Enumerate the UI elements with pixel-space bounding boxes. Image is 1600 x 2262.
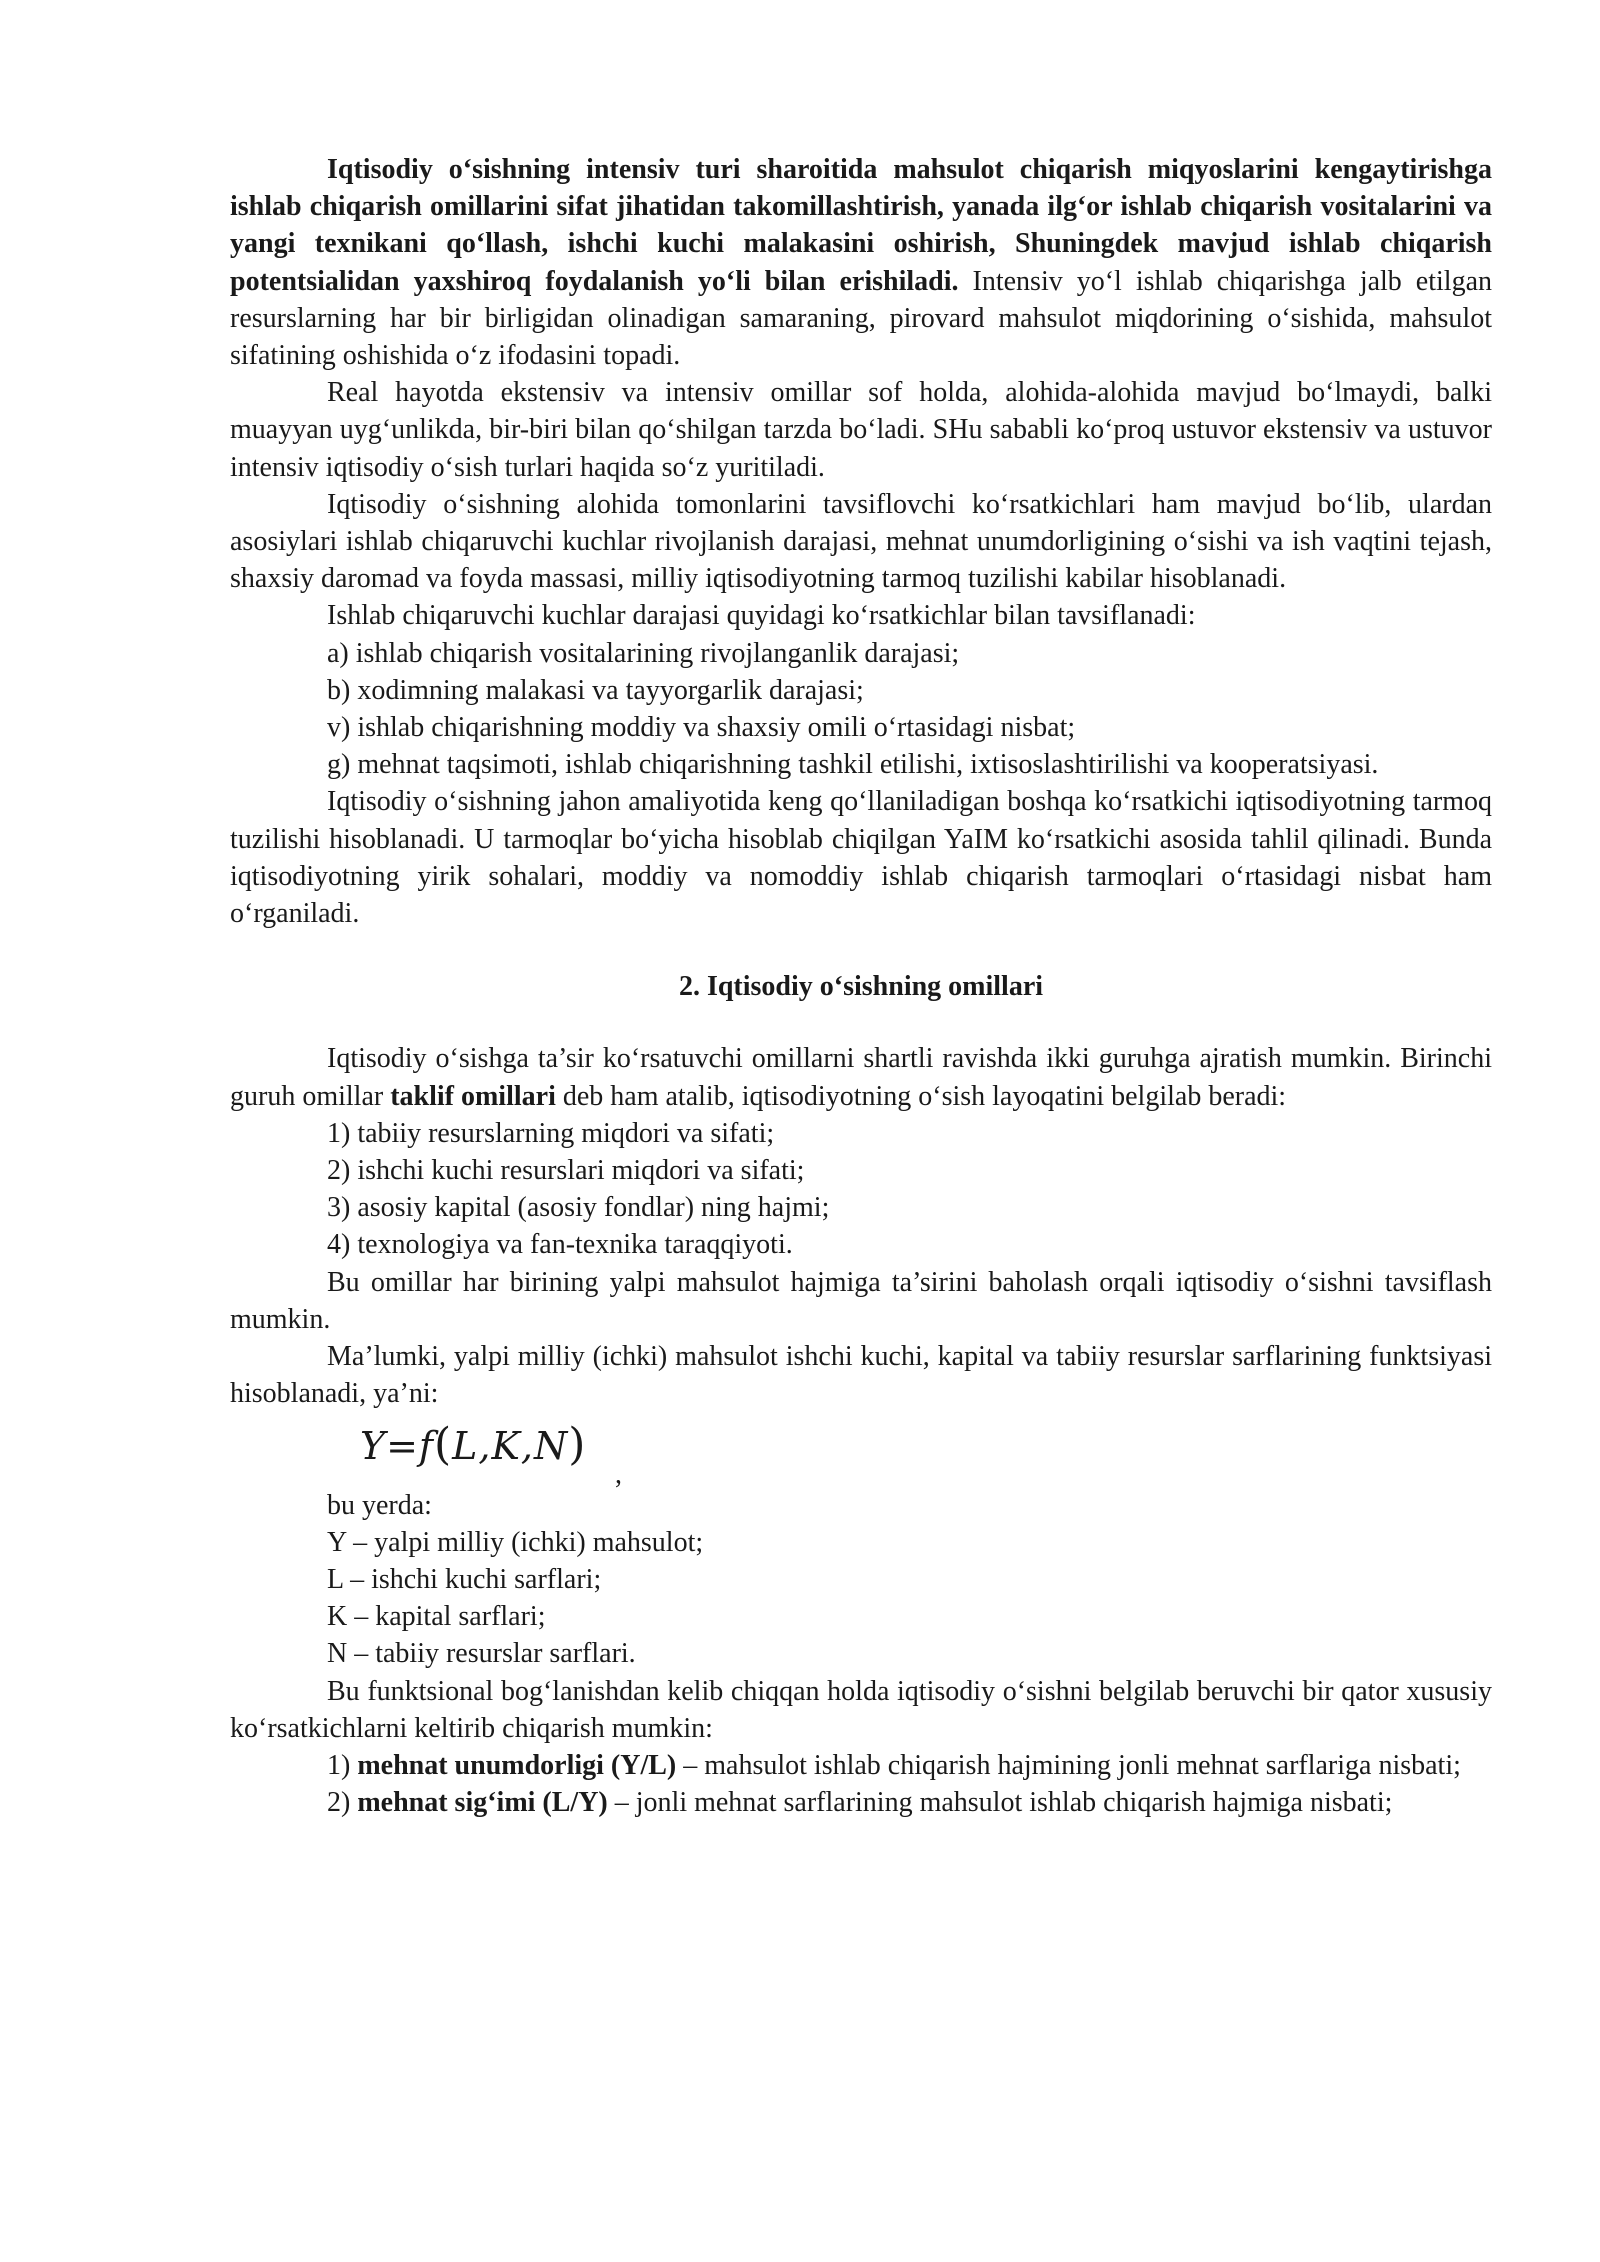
list-item-factor-2: 2) ishchi kuchi resurslari miqdori va sifati; [327,1155,805,1187]
paragraph-sector-structure: Iqtisodiy o‘sishning jahon amaliyotida keng qo‘llaniladigan boshqa ko‘rsatkichi iqtisodiyotning tarmoq tuzilishi hisoblanadi. U tarmoqlar bo‘yicha hisoblab chiqilgan YaIM ko‘rsatkichi asosida tahlil qilinadi. Bunda iqtisodiyotning yirik sohalari, moddiy va nomoddiy ishlab chiqarish tarmoqlari o‘rtasidagi nisbat ham o‘rganiladi. [230,786,1492,930]
list-item-forces-g: g) mehnat taqsimoti, ishlab chiqarishning tashkil etilishi, ixtisoslashtirilishi va kooperatsiyasi. [327,749,1379,781]
formula-trailing-comma: , [615,1458,623,1490]
list-item-labor-intensity [230,1784,1492,1821]
formula-args: L,K,N [452,1423,569,1468]
ratio-number: 2) [327,1787,358,1819]
variable-l: L – ishchi kuchi sarflari; [327,1563,602,1595]
labor-intensity-text: – jonli mehnat sarflarining mahsulot ishlab chiqarish hajmiga nisbati; [607,1787,1393,1819]
paragraph-productive-forces: Ishlab chiqaruvchi kuchlar darajasi quyidagi ko‘rsatkichlar bilan tavsiflanadi: [327,600,1196,632]
where-label: bu yerda: [327,1489,432,1521]
paragraph-factor-groups [230,1040,1492,1114]
supply-factors-term: taklif omillari [390,1080,556,1112]
paragraph-real-life: Real hayotda ekstensiv va intensiv omillar sof holda, alohida-alohida mavjud bo‘lmaydi, balki muayyan uyg‘unlikda, bir-biri bilan qo‘shilgan tarzda bo‘ladi. SHu sababli ko‘proq ustuvor ekstensiv va ustuvor intensiv iqtisodiy o‘sish turlari haqida so‘z yuritiladi. [230,377,1492,483]
paragraph-indicators: Iqtisodiy o‘sishning alohida tomonlarini tavsiflovchi ko‘rsatkichlari ham mavjud bo‘lib, ulardan asosiylari ishlab chiqaruvchi kuchlar rivojlanish darajasi, mehnat unumdorligining o‘sishi va ish vaqtini tejash, shaxsiy daromad va foyda massasi, milliy iqtisodiyotning tarmoq tuzilishi kabilar hisoblanadi. [230,488,1492,595]
paragraph-assessment: Bu omillar har birining yalpi mahsulot hajmiga ta’sirini baholash orqali iqtisodiy o‘sishni tavsiflash mumkin. [230,1266,1492,1335]
variable-k: K – kapital sarflari; [327,1601,546,1633]
list-item-labor-productivity [230,1747,1492,1784]
list-item-forces-a: a) ishlab chiqarish vositalarining rivojlanganlik darajasi; [327,637,960,669]
factor-groups-text-end: deb ham atalib, iqtisodiyotning o‘sish layoqatini belgilab beradi: [555,1080,1287,1112]
labor-productivity-term: mehnat unumdorligi (Y/L) [357,1749,677,1781]
variable-n: N – tabiiy resurslar sarflari. [327,1638,636,1670]
ratio-number: 1) [327,1749,358,1781]
factor-groups-text-start: Iqtisodiy o‘sishga ta’sir ko‘rsatuvchi omillarni shartli ravishda ikki guruhga ajratish mumkin. Birinchi guruh omillar [230,1043,1492,1112]
paragraph-production-function: Ma’lumki, yalpi milliy (ichki) mahsulot ishchi kuchi, kapital va tabiiy resurslar sarflarining funktsiyasi hisoblanadi, ya’ni: [230,1341,1492,1410]
paragraph-derived-indicators: Bu funktsional bog‘lanishdan kelib chiqqan holda iqtisodiy o‘sishni belgilab beruvchi bir qator xususiy ko‘rsatkichlarni keltirib chiqarish mumkin: [230,1675,1492,1744]
list-item-forces-v: v) ishlab chiqarishning moddiy va shaxsiy omili o‘rtasidagi nisbat; [327,712,1076,744]
list-item-forces-b: b) xodimning malakasi va tayyorgarlik darajasi; [327,674,864,706]
labor-intensity-term: mehnat sig‘imi (L/Y) [357,1787,608,1819]
variable-y: Y – yalpi milliy (ichki) mahsulot; [327,1526,704,1558]
list-item-factor-1: 1) tabiiy resurslarning miqdori va sifati; [327,1117,775,1149]
intensive-growth-text: Intensiv yo‘l ishlab chiqarishga jalb etilgan resurslarning har bir birligidan olinadigan samaraning, pirovard mahsulot miqdorining o‘sishida, mahsulot sifatining oshishida o‘z ifodasini topadi. [230,265,1493,372]
production-function-formula [230,1413,1492,1490]
intensive-growth-definition: Iqtisodiy o‘sishning intensiv turi sharoitida mahsulot chiqarish miqyoslarini kengaytirishga ishlab chiqarish omillarini sifat jihatidan takomillashtirish, yanada ilg‘or ishlab chiqarish vositalarini va yangi texnikani qo‘llash, ishchi kuchi malakasini oshirish, Shuningdek mavjud ishlab chiqarish potentsialidan yaxshiroq foydalanish yo‘li bilan erishiladi. [230,154,1492,297]
list-item-factor-4: 4) texnologiya va fan-texnika taraqqiyoti. [327,1229,793,1261]
formula-close-paren: ) [568,1418,587,1470]
list-item-factor-3: 3) asosiy kapital (asosiy fondlar) ning hajmi; [327,1192,830,1224]
formula-lhs: Y=f [360,1423,434,1468]
formula-open-paren: ( [434,1418,453,1470]
paragraph-intensive-growth [230,151,1492,374]
labor-productivity-text: – mahsulot ishlab chiqarish hajmining jonli mehnat sarflariga nisbati; [676,1749,1461,1781]
document-page [230,151,1492,1821]
section-heading: 2. Iqtisodiy o‘sishning omillari [678,971,1044,1003]
